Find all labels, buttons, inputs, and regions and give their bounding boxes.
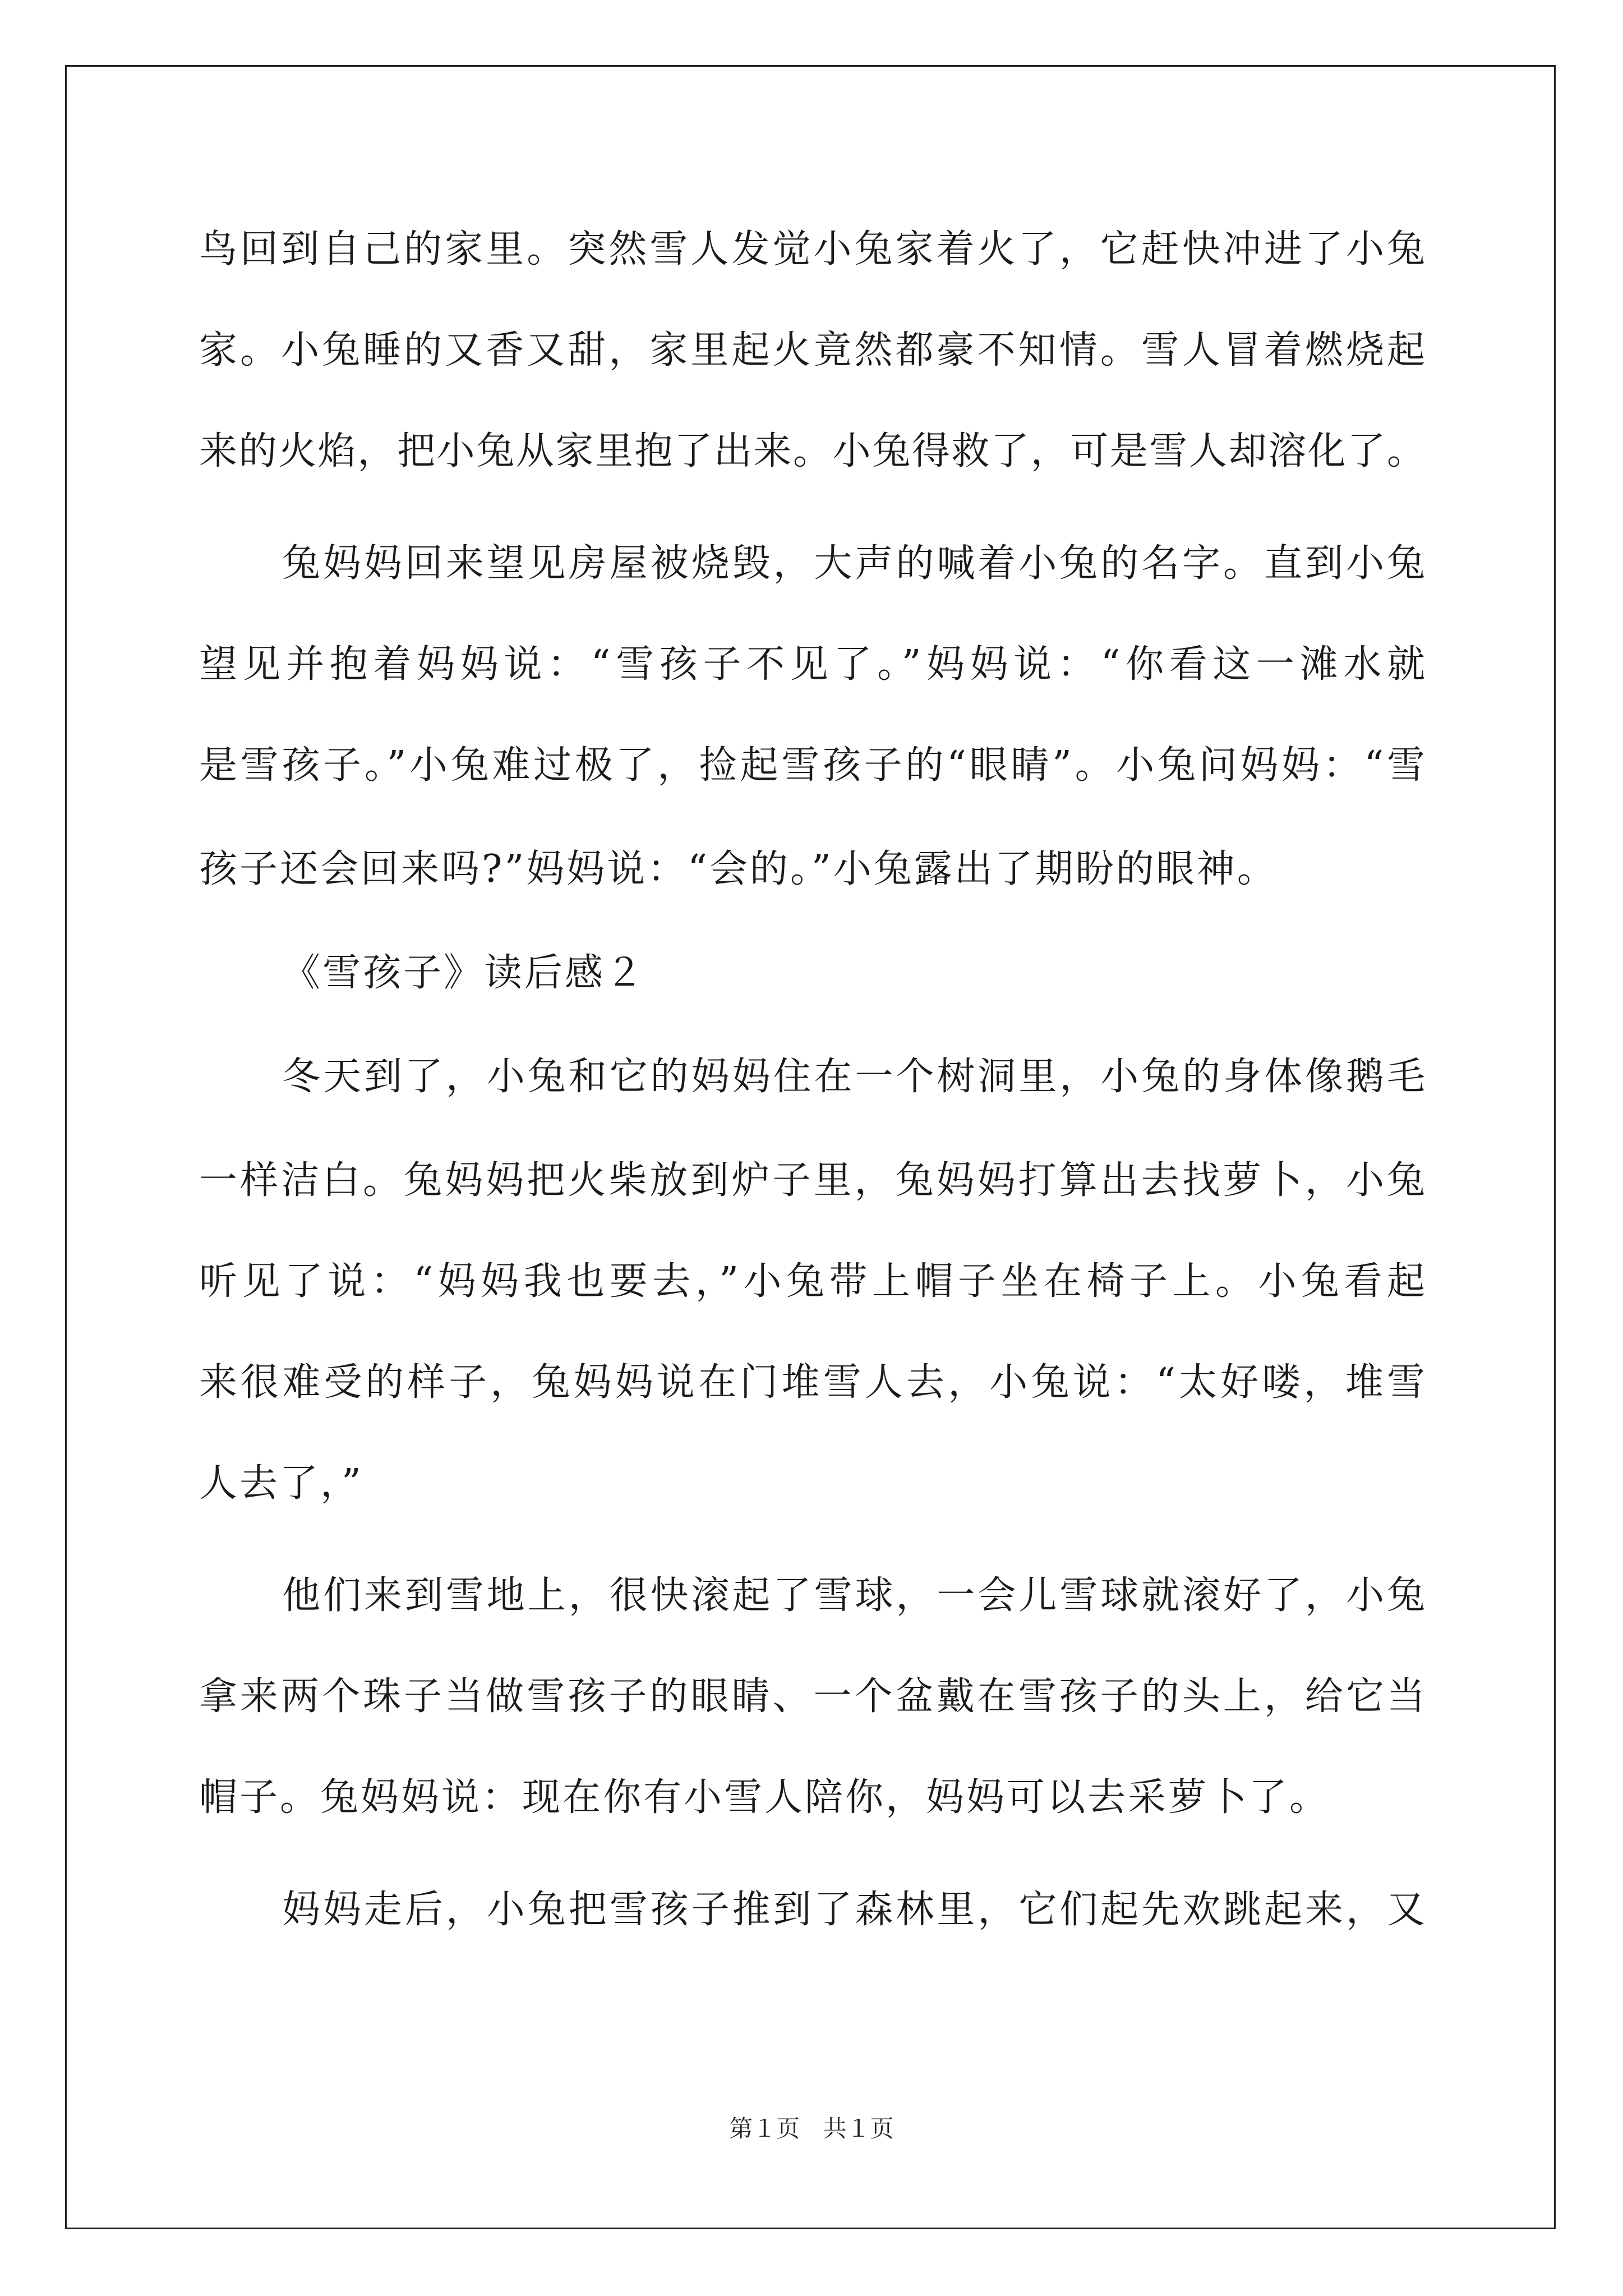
text-line: 孩子还会回来吗?”妈妈说：“会的。”小兔露出了期盼的眼神。 bbox=[199, 847, 1278, 891]
text-line: 望见并抱着妈妈说：“雪孩子不见了。”妈妈说：“你看这一滩水就 bbox=[199, 642, 1425, 687]
text-line: 是雪孩子。”小兔难过极了，捡起雪孩子的“眼睛”。小兔问妈妈：“雪 bbox=[199, 743, 1425, 788]
paragraph-first-line: 冬天到了，小兔和它的妈妈住在一个树洞里，小兔的身体像鹅毛 bbox=[282, 1055, 1425, 1099]
page-number: 第１页 bbox=[729, 2115, 800, 2142]
paragraph-first-line: 妈妈走后，小兔把雪孩子推到了森林里，它们起先欢跳起来，又 bbox=[282, 1888, 1425, 1932]
section-heading: 《雪孩子》读后感２ bbox=[282, 951, 646, 995]
text-line: 一样洁白。兔妈妈把火柴放到炉子里，兔妈妈打算出去找萝卜，小兔 bbox=[199, 1158, 1425, 1203]
text-line: 家。小兔睡的又香又甜，家里起火竟然都豪不知情。雪人冒着燃烧起 bbox=[199, 328, 1425, 372]
text-line: 帽子。兔妈妈说：现在你有小雪人陪你，妈妈可以去采萝卜了。 bbox=[199, 1775, 1330, 1820]
text-line: 鸟回到自己的家里。突然雪人发觉小兔家着火了，它赶快冲进了小兔 bbox=[199, 227, 1425, 272]
text-line: 来很难受的样子，兔妈妈说在门堆雪人去，小兔说：“太好喽，堆雪 bbox=[199, 1360, 1425, 1405]
text-line: 听见了说：“妈妈我也要去，”小兔带上帽子坐在椅子上。小兔看起 bbox=[199, 1259, 1425, 1304]
text-line: 来的火焰，把小兔从家里抱了出来。小兔得救了，可是雪人却溶化了。 bbox=[199, 429, 1425, 473]
text-line: 拿来两个珠子当做雪孩子的眼睛、一个盆戴在雪孩子的头上，给它当 bbox=[199, 1674, 1425, 1719]
page-total: 共１页 bbox=[823, 2115, 894, 2142]
paragraph-first-line: 兔妈妈回来望见房屋被烧毁，大声的喊着小兔的名字。直到小兔 bbox=[282, 541, 1425, 586]
text-line: 人去了，” bbox=[199, 1461, 363, 1506]
paragraph-first-line: 他们来到雪地上，很快滚起了雪球，一会儿雪球就滚好了，小兔 bbox=[282, 1573, 1425, 1618]
page-footer bbox=[0, 2112, 1623, 2146]
